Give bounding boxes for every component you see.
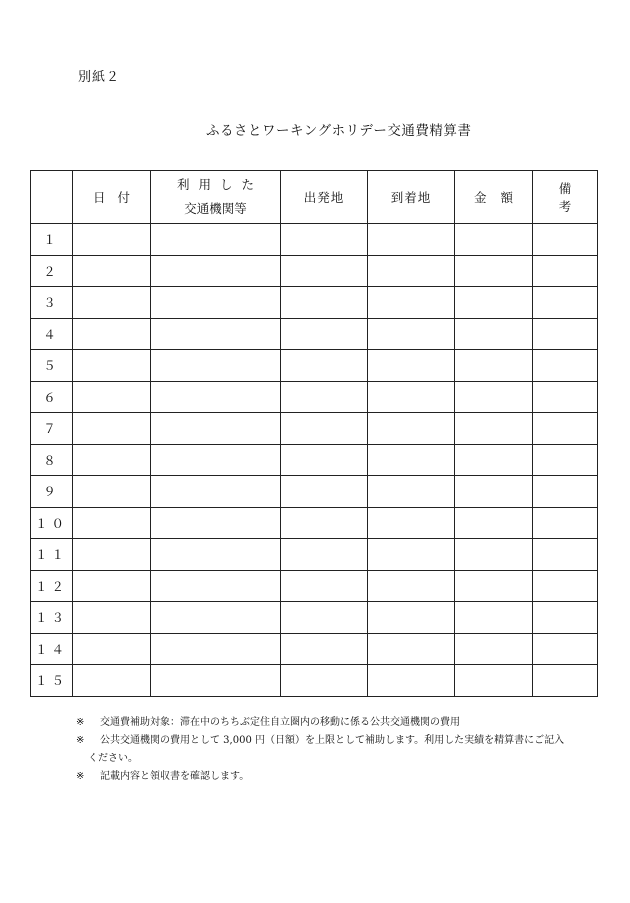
cell-remarks (533, 570, 598, 602)
cell-remarks (533, 287, 598, 319)
header-transport-line2: 交通機関等 (184, 201, 247, 216)
cell-transport (151, 413, 281, 445)
cell-arrival (368, 255, 455, 287)
cell-remarks (533, 381, 598, 413)
cell-amount (455, 570, 533, 602)
cell-date (73, 476, 151, 508)
table-row (31, 224, 598, 256)
expense-table (30, 170, 598, 697)
cell-amount (455, 476, 533, 508)
row-number: ４ (31, 318, 73, 350)
cell-transport (151, 570, 281, 602)
cell-remarks (533, 665, 598, 697)
note-text: 記載内容と領収書を確認します。 (100, 771, 250, 782)
cell-date (73, 539, 151, 571)
cell-amount (455, 444, 533, 476)
cell-remarks (533, 507, 598, 539)
cell-date (73, 318, 151, 350)
cell-amount (455, 539, 533, 571)
cell-remarks (533, 444, 598, 476)
cell-amount (455, 507, 533, 539)
cell-date (73, 507, 151, 539)
cell-transport (151, 633, 281, 665)
row-number: ２ (31, 255, 73, 287)
document-title: ふるさとワーキングホリデー交通費精算書 (206, 123, 472, 139)
cell-departure (281, 381, 368, 413)
table-row (31, 633, 598, 665)
note-mark: ※ (76, 735, 85, 746)
note-item (76, 714, 596, 732)
cell-date (73, 413, 151, 445)
cell-transport (151, 224, 281, 256)
header-transport (151, 171, 281, 224)
header-arrival: 到着地 (368, 171, 455, 224)
table-row (31, 255, 598, 287)
note-text: 公共交通機関の費用として 3,000 円（日額）を上限として補助します。利用した実績を精算書にご記入 (100, 735, 565, 746)
cell-remarks (533, 255, 598, 287)
cell-transport (151, 665, 281, 697)
header-number (31, 171, 73, 224)
cell-transport (151, 287, 281, 319)
cell-amount (455, 287, 533, 319)
cell-departure (281, 570, 368, 602)
cell-amount (455, 381, 533, 413)
note-mark: ※ (76, 771, 85, 782)
cell-arrival (368, 444, 455, 476)
cell-date (73, 350, 151, 382)
cell-remarks (533, 476, 598, 508)
cell-transport (151, 507, 281, 539)
table-row (31, 444, 598, 476)
cell-date (73, 444, 151, 476)
cell-arrival (368, 287, 455, 319)
table-row (31, 539, 598, 571)
note-text: 交通費補助対象：滞在中のちちぶ定住自立圏内の移動に係る公共交通機関の費用 (100, 717, 460, 728)
note-item (76, 768, 596, 786)
cell-departure (281, 539, 368, 571)
cell-remarks (533, 350, 598, 382)
cell-date (73, 602, 151, 634)
row-number: １５ (31, 665, 73, 697)
row-number: １３ (31, 602, 73, 634)
notes (76, 714, 596, 786)
table-row (31, 287, 598, 319)
cell-departure (281, 602, 368, 634)
cell-date (73, 665, 151, 697)
cell-remarks (533, 633, 598, 665)
table-row (31, 507, 598, 539)
row-number: １１ (31, 539, 73, 571)
cell-departure (281, 444, 368, 476)
cell-amount (455, 413, 533, 445)
header-departure: 出発地 (281, 171, 368, 224)
cell-transport (151, 255, 281, 287)
cell-date (73, 381, 151, 413)
cell-departure (281, 633, 368, 665)
header-date: 日付 (73, 171, 151, 224)
header-amount: 金額 (455, 171, 533, 224)
cell-arrival (368, 350, 455, 382)
cell-amount (455, 665, 533, 697)
cell-arrival (368, 224, 455, 256)
cell-amount (455, 255, 533, 287)
table-row (31, 570, 598, 602)
row-number: １ (31, 224, 73, 256)
cell-arrival (368, 633, 455, 665)
cell-departure (281, 318, 368, 350)
table-row (31, 413, 598, 445)
header-row (31, 171, 598, 224)
cell-arrival (368, 570, 455, 602)
row-number: ９ (31, 476, 73, 508)
table-row (31, 476, 598, 508)
cell-remarks (533, 318, 598, 350)
cell-departure (281, 665, 368, 697)
cell-amount (455, 224, 533, 256)
row-number: ７ (31, 413, 73, 445)
cell-remarks (533, 224, 598, 256)
cell-arrival (368, 665, 455, 697)
cell-date (73, 287, 151, 319)
row-number: ６ (31, 381, 73, 413)
cell-departure (281, 413, 368, 445)
cell-arrival (368, 507, 455, 539)
cell-departure (281, 507, 368, 539)
cell-amount (455, 633, 533, 665)
row-number: ８ (31, 444, 73, 476)
cell-transport (151, 318, 281, 350)
cell-arrival (368, 318, 455, 350)
cell-date (73, 633, 151, 665)
cell-transport (151, 350, 281, 382)
note-mark: ※ (76, 717, 85, 728)
header-remarks: 備考 (533, 171, 598, 224)
attachment-label: 別紙２ (78, 70, 121, 85)
cell-arrival (368, 539, 455, 571)
header-transport-line1: 利用した (176, 177, 263, 192)
row-number: １０ (31, 507, 73, 539)
cell-remarks (533, 602, 598, 634)
row-number: １４ (31, 633, 73, 665)
row-number: １２ (31, 570, 73, 602)
row-number: ５ (31, 350, 73, 382)
cell-remarks (533, 413, 598, 445)
cell-date (73, 255, 151, 287)
row-number: ３ (31, 287, 73, 319)
cell-amount (455, 350, 533, 382)
table-row (31, 602, 598, 634)
cell-arrival (368, 381, 455, 413)
table-row (31, 318, 598, 350)
table-row (31, 665, 598, 697)
cell-remarks (533, 539, 598, 571)
cell-transport (151, 444, 281, 476)
table-body (31, 224, 598, 697)
cell-departure (281, 350, 368, 382)
cell-departure (281, 287, 368, 319)
cell-arrival (368, 602, 455, 634)
cell-departure (281, 476, 368, 508)
cell-date (73, 570, 151, 602)
cell-amount (455, 602, 533, 634)
cell-transport (151, 381, 281, 413)
cell-transport (151, 539, 281, 571)
note-continuation: ください。 (88, 753, 138, 764)
cell-amount (455, 318, 533, 350)
cell-departure (281, 224, 368, 256)
cell-departure (281, 255, 368, 287)
cell-transport (151, 602, 281, 634)
table-row (31, 381, 598, 413)
table-row (31, 350, 598, 382)
cell-arrival (368, 476, 455, 508)
note-item (76, 732, 596, 750)
cell-arrival (368, 413, 455, 445)
cell-transport (151, 476, 281, 508)
cell-date (73, 224, 151, 256)
